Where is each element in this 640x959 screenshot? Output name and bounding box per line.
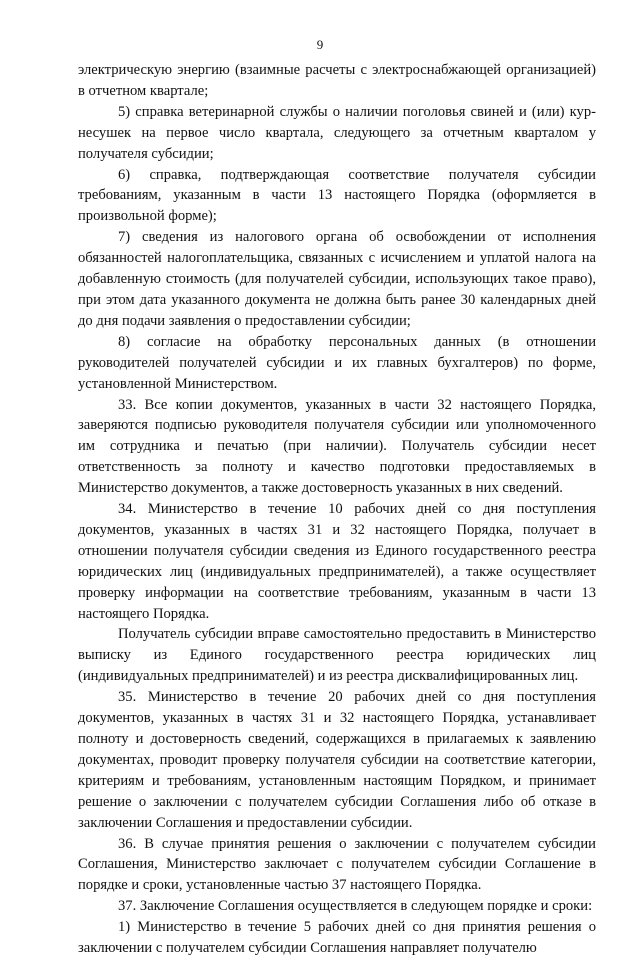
- paragraph-section-35: 35. Министерство в течение 20 рабочих дней со дня поступления документов, указанных в частях 31 и 32 настоящего Порядка, устанавливает полноту и достоверность сведений, содержащихся в прилагаемых к заявлению документах, проводит проверку получателя субсидии на соответствие категории, критериям и требованиям, установленным настоящим Порядком, и принимает решение о заключении с получателем субсидии Соглашения либо об отказе в заключении Соглашения и предоставлении субсидии.: [78, 689, 596, 831]
- paragraph-section-34: 34. Министерство в течение 10 рабочих дней со дня поступления документов, указанных в частях 31 и 32 настоящего Порядка, получает в отношении получателя субсидии сведения из Единого государственного реестра юридических лиц (индивидуальных предпринимателей), а также осуществляет проверку информации на соответствие требованиям, указанным в части 13 настоящего Порядка.: [78, 501, 596, 622]
- paragraph-section-37-item-1: 1) Министерство в течение 5 рабочих дней со дня принятия решения о заключении с получателем субсидии Соглашения направляет получателю: [78, 919, 596, 957]
- paragraph-item-7: 7) сведения из налогового органа об освобождении от исполнения обязанностей налогоплательщика, связанных с исчислением и уплатой налога на добавленную стоимость (для получателей субсидии, использующих такое право), при этом дата указанного документа не должна быть ранее 30 календарных дней до дня подачи заявления о предоставлении субсидии;: [78, 229, 596, 329]
- paragraph-continuation: электрическую энергию (взаимные расчеты с электроснабжающей организацией) в отчетном квартале;: [78, 62, 596, 99]
- paragraph-section-36: 36. В случае принятия решения о заключении с получателем субсидии Соглашения, Министерство заключает с получателем субсидии Соглашение в порядке и сроки, установленные частью 37 настоящего Порядка.: [78, 835, 596, 894]
- document-body: [78, 60, 596, 959]
- paragraph-recipient-right: Получатель субсидии вправе самостоятельно предоставить в Министерство выписку из Единого государственного реестра юридических лиц (индивидуальных предпринимателей) и из реестра дисквалифицированных лиц.: [78, 626, 596, 685]
- paragraph-item-5: 5) справка ветеринарной службы о наличии поголовья свиней и (или) кур-несушек на первое число квартала, следующего за отчетным кварталом у получателя субсидии;: [78, 103, 596, 162]
- page-number: 9: [316, 37, 324, 52]
- paragraph-item-6: 6) справка, подтверждающая соответствие получателя субсидии требованиям, указанным в части 13 настоящего Порядка (оформляется в произвольной форме);: [78, 166, 596, 225]
- paragraph-section-37: 37. Заключение Соглашения осуществляется в следующем порядке и сроки:: [118, 898, 593, 915]
- paragraph-item-8: 8) согласие на обработку персональных данных (в отношении руководителей получателей субсидии и их главных бухгалтеров) по форме, установленной Министерством.: [78, 333, 596, 392]
- paragraph-section-33: 33. Все копии документов, указанных в части 32 настоящего Порядка, заверяются подписью руководителя получателя субсидии или уполномоченного им сотрудника и печатью (при наличии). Получатель субсидии несет ответственность за полноту и качество подготовки предоставляемых в Министерство документов, а также достоверность указанных в них сведений.: [78, 396, 596, 497]
